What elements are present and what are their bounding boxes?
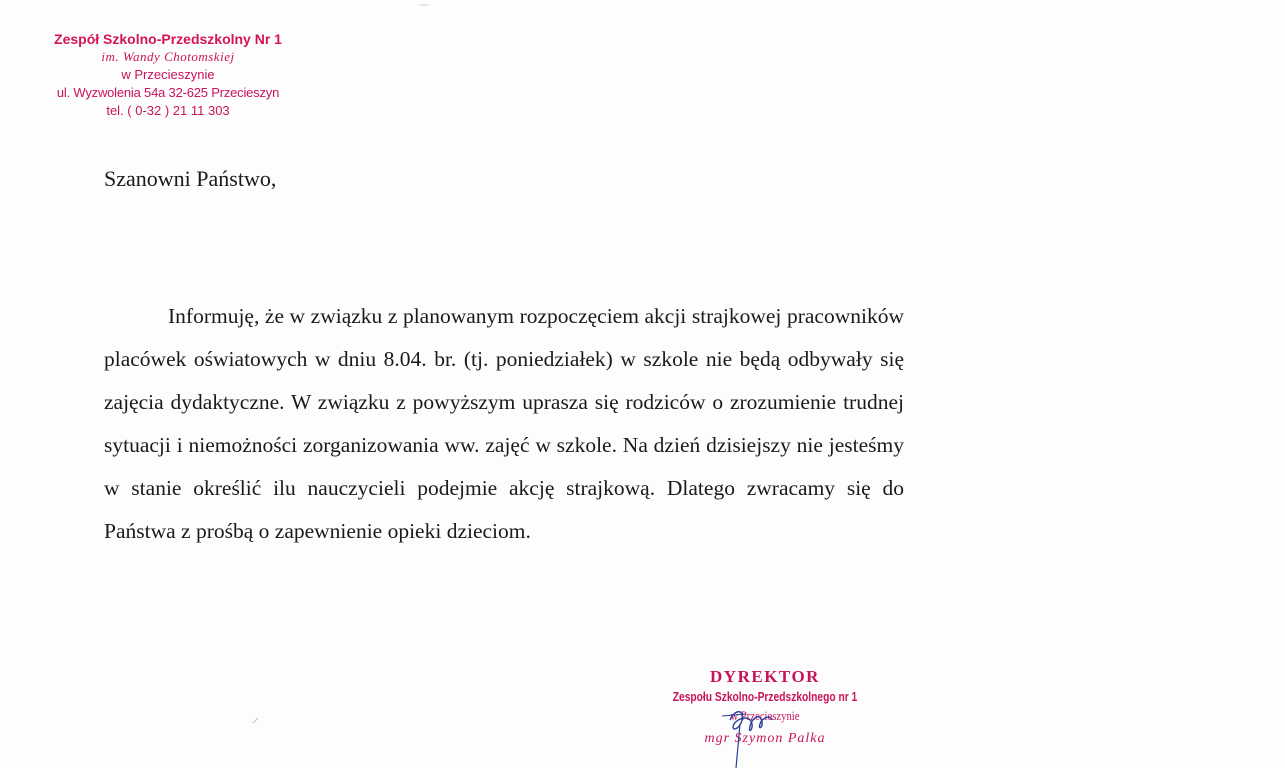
signature-title: DYREKTOR [710, 667, 820, 686]
school-header-stamp [18, 30, 318, 120]
scan-speck-2 [252, 716, 260, 724]
letter-body: Informuję, że w związku z planowanym rozpoczęciem akcji strajkowej pracowników placówek oświatowych w dniu 8.04. br. (tj. poniedziałek) w szkole nie będą odbywały się zajęcia dydaktyczne. W związku z powyższym upraszа się rodziców o zrozumienie trudnej sytuacji i niemożności zorganizowania ww. zajęć w szkole. Na dzień dzisiejszy nie jesteśmy w stanie określić ilu nauczycieli podejmie akcję strajkową. Dlatego zwracamy się do Państwa z prośbą o zapewnienie opieki dzieciom. [104, 304, 904, 543]
greeting: Szanowni Państwo, [104, 166, 277, 191]
handwritten-signature-icon [700, 690, 790, 768]
school-patron: im. Wandy Chotomskiej [101, 49, 235, 64]
school-town: w Przecieszynie [121, 67, 215, 82]
signature-person: mgr Szymon Palka [704, 731, 826, 746]
school-phone: tel. ( 0-32 ) 21 11 303 [106, 103, 230, 118]
scan-speck [420, 3, 430, 7]
school-address: ul. Wyzwolenia 54a 32-625 Przecieszyn [56, 85, 280, 100]
school-name: Zespół Szkolno-Przedszkolny Nr 1 [54, 31, 282, 47]
signature-organization: Zespołu Szkolno-Przedszkolnego nr 1 [672, 690, 858, 704]
signature-place: w Przecieszynie [730, 708, 800, 723]
